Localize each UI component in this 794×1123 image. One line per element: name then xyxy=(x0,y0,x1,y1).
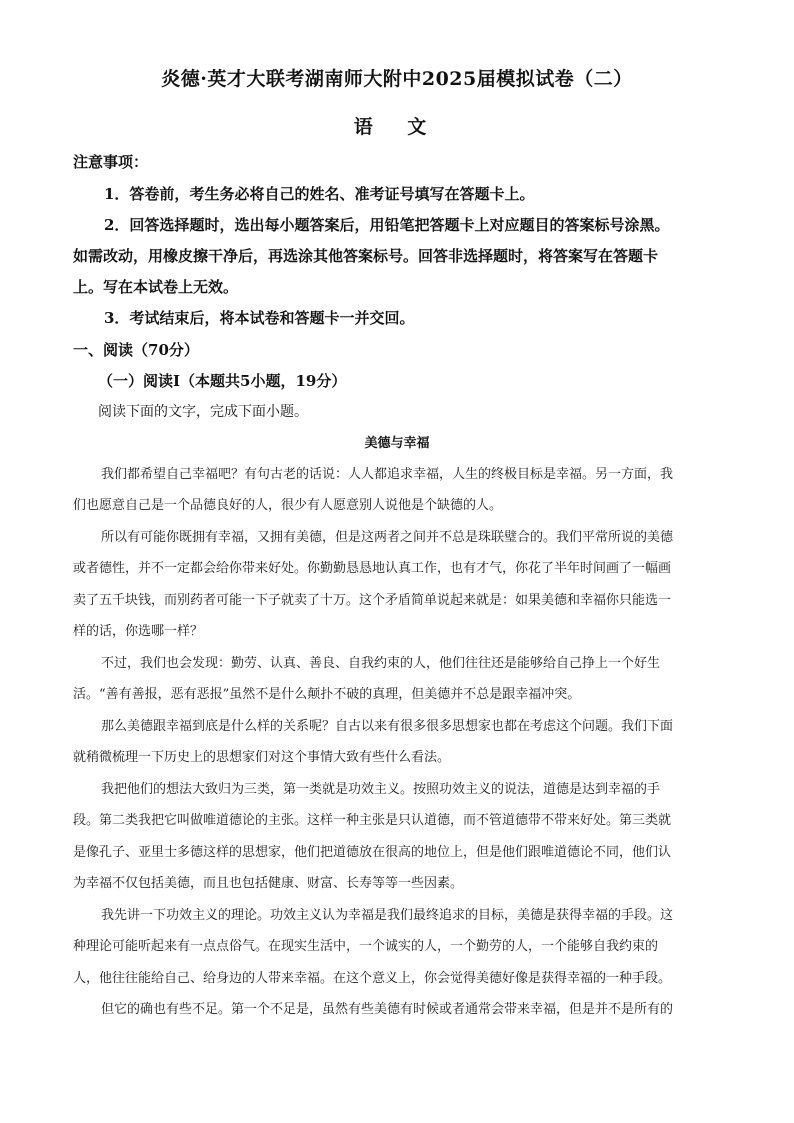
notes-heading: 注意事项： xyxy=(73,153,149,171)
note-line: 2．回答选择题时，选出每小题答案后，用铅笔把答题卡上对应题目的答案标号涂黑。 xyxy=(104,216,670,234)
article-line: 是像孔子、亚里士多德这样的思想家，他们把道德放在很高的地位上，但是他们跟唯道德论不同，他们认 xyxy=(73,845,672,860)
subject-title: 语 文 xyxy=(353,116,441,138)
reading-instruction: 阅读下面的文字，完成下面小题。 xyxy=(98,404,308,420)
note-line: 如需改动，用橡皮擦干净后，再选涂其他答案标号。回答非选择题时，将答案写在答题卡 xyxy=(73,247,659,265)
article-line: 们也愿意自己是一个品德良好的人，很少有人愿意别人说他是个缺德的人。 xyxy=(73,498,503,513)
article-line: 样的话，你选哪一样？ xyxy=(73,624,204,639)
article-title: 美德与幸福 xyxy=(364,436,430,451)
article-line: 就稍微梳理一下历史上的思想家们对这个事情大致有些什么看法。 xyxy=(73,750,451,765)
note-line: 3．考试结束后，将本试卷和答题卡一并交回。 xyxy=(104,309,415,327)
subsection-heading: （一）阅读Ⅰ（本题共5小题，19分） xyxy=(98,372,347,390)
article-line: 那么美德跟幸福到底是什么样的关系呢？自古以来有很多很多思想家也都在考虑这个问题。我们下面 xyxy=(101,719,674,734)
note-line: 上。写在本试卷上无效。 xyxy=(73,278,239,296)
exam-title: 炎德·英才大联考湖南师大附中2025届模拟试卷（二） xyxy=(161,68,633,90)
note-line: 1．答卷前，考生务必将自己的姓名、准考证号填写在答题卡上。 xyxy=(104,185,535,203)
article-line: 卖了五千块钱，而别药者可能一下子就卖了十万。这个矛盾简单说起来就是：如果美德和幸福你只能选一 xyxy=(73,593,672,608)
article-line: 为幸福不仅包括美德，而且也包括健康、财富、长寿等等一些因素。 xyxy=(73,876,464,891)
article-line: 我把他们的想法大致归为三类，第一类就是功效主义。按照功效主义的说法，道德是达到幸福的手 xyxy=(101,782,661,797)
article-line: 种理论可能听起来有一点点俗气。在现实生活中，一个诚实的人，一个勤劳的人，一个能够自我约束的 xyxy=(73,939,659,954)
article-line: 人，他往往能给自己、给身边的人带来幸福。在这个意义上，你会觉得美德好像是获得幸福的一种手段。 xyxy=(73,971,672,986)
article-line: 我先讲一下功效主义的理论。功效主义认为幸福是我们最终追求的目标，美德是获得幸福的手段。这 xyxy=(101,908,674,923)
article-line: 活。“善有善报，恶有恶报”虽然不是什么颠扑不破的真理，但美德并不总是跟幸福冲突。 xyxy=(73,687,581,702)
article-line: 段。第二类我把它叫做唯道德论的主张。这样一种主张是只认道德，而不管道德带不带来好处。第三类就 xyxy=(73,813,672,828)
article-line: 我们都希望自己幸福吧？有句古老的话说：人人都追求幸福，人生的终极目标是幸福。另一方面，我 xyxy=(101,467,674,482)
article-line: 不过，我们也会发现：勤劳、认真、善良、自我约束的人，他们往往还是能够给自己挣上一个好生 xyxy=(101,656,661,671)
article-line: 或者德性，并不一定都会给你带来好处。你勤勤恳恳地认真工作，也有才气，你花了半年时间画了一幅画 xyxy=(73,561,672,576)
article-line: 所以有可能你既拥有幸福，又拥有美德，但是这两者之间并不总是珠联璧合的。我们平常所说的美德 xyxy=(101,530,674,545)
section-heading: 一、阅读（70分） xyxy=(73,341,199,359)
article-line: 但它的确也有些不足。第一个不足是，虽然有些美德有时候或者通常会带来幸福，但是并不是所有的 xyxy=(101,1002,674,1017)
